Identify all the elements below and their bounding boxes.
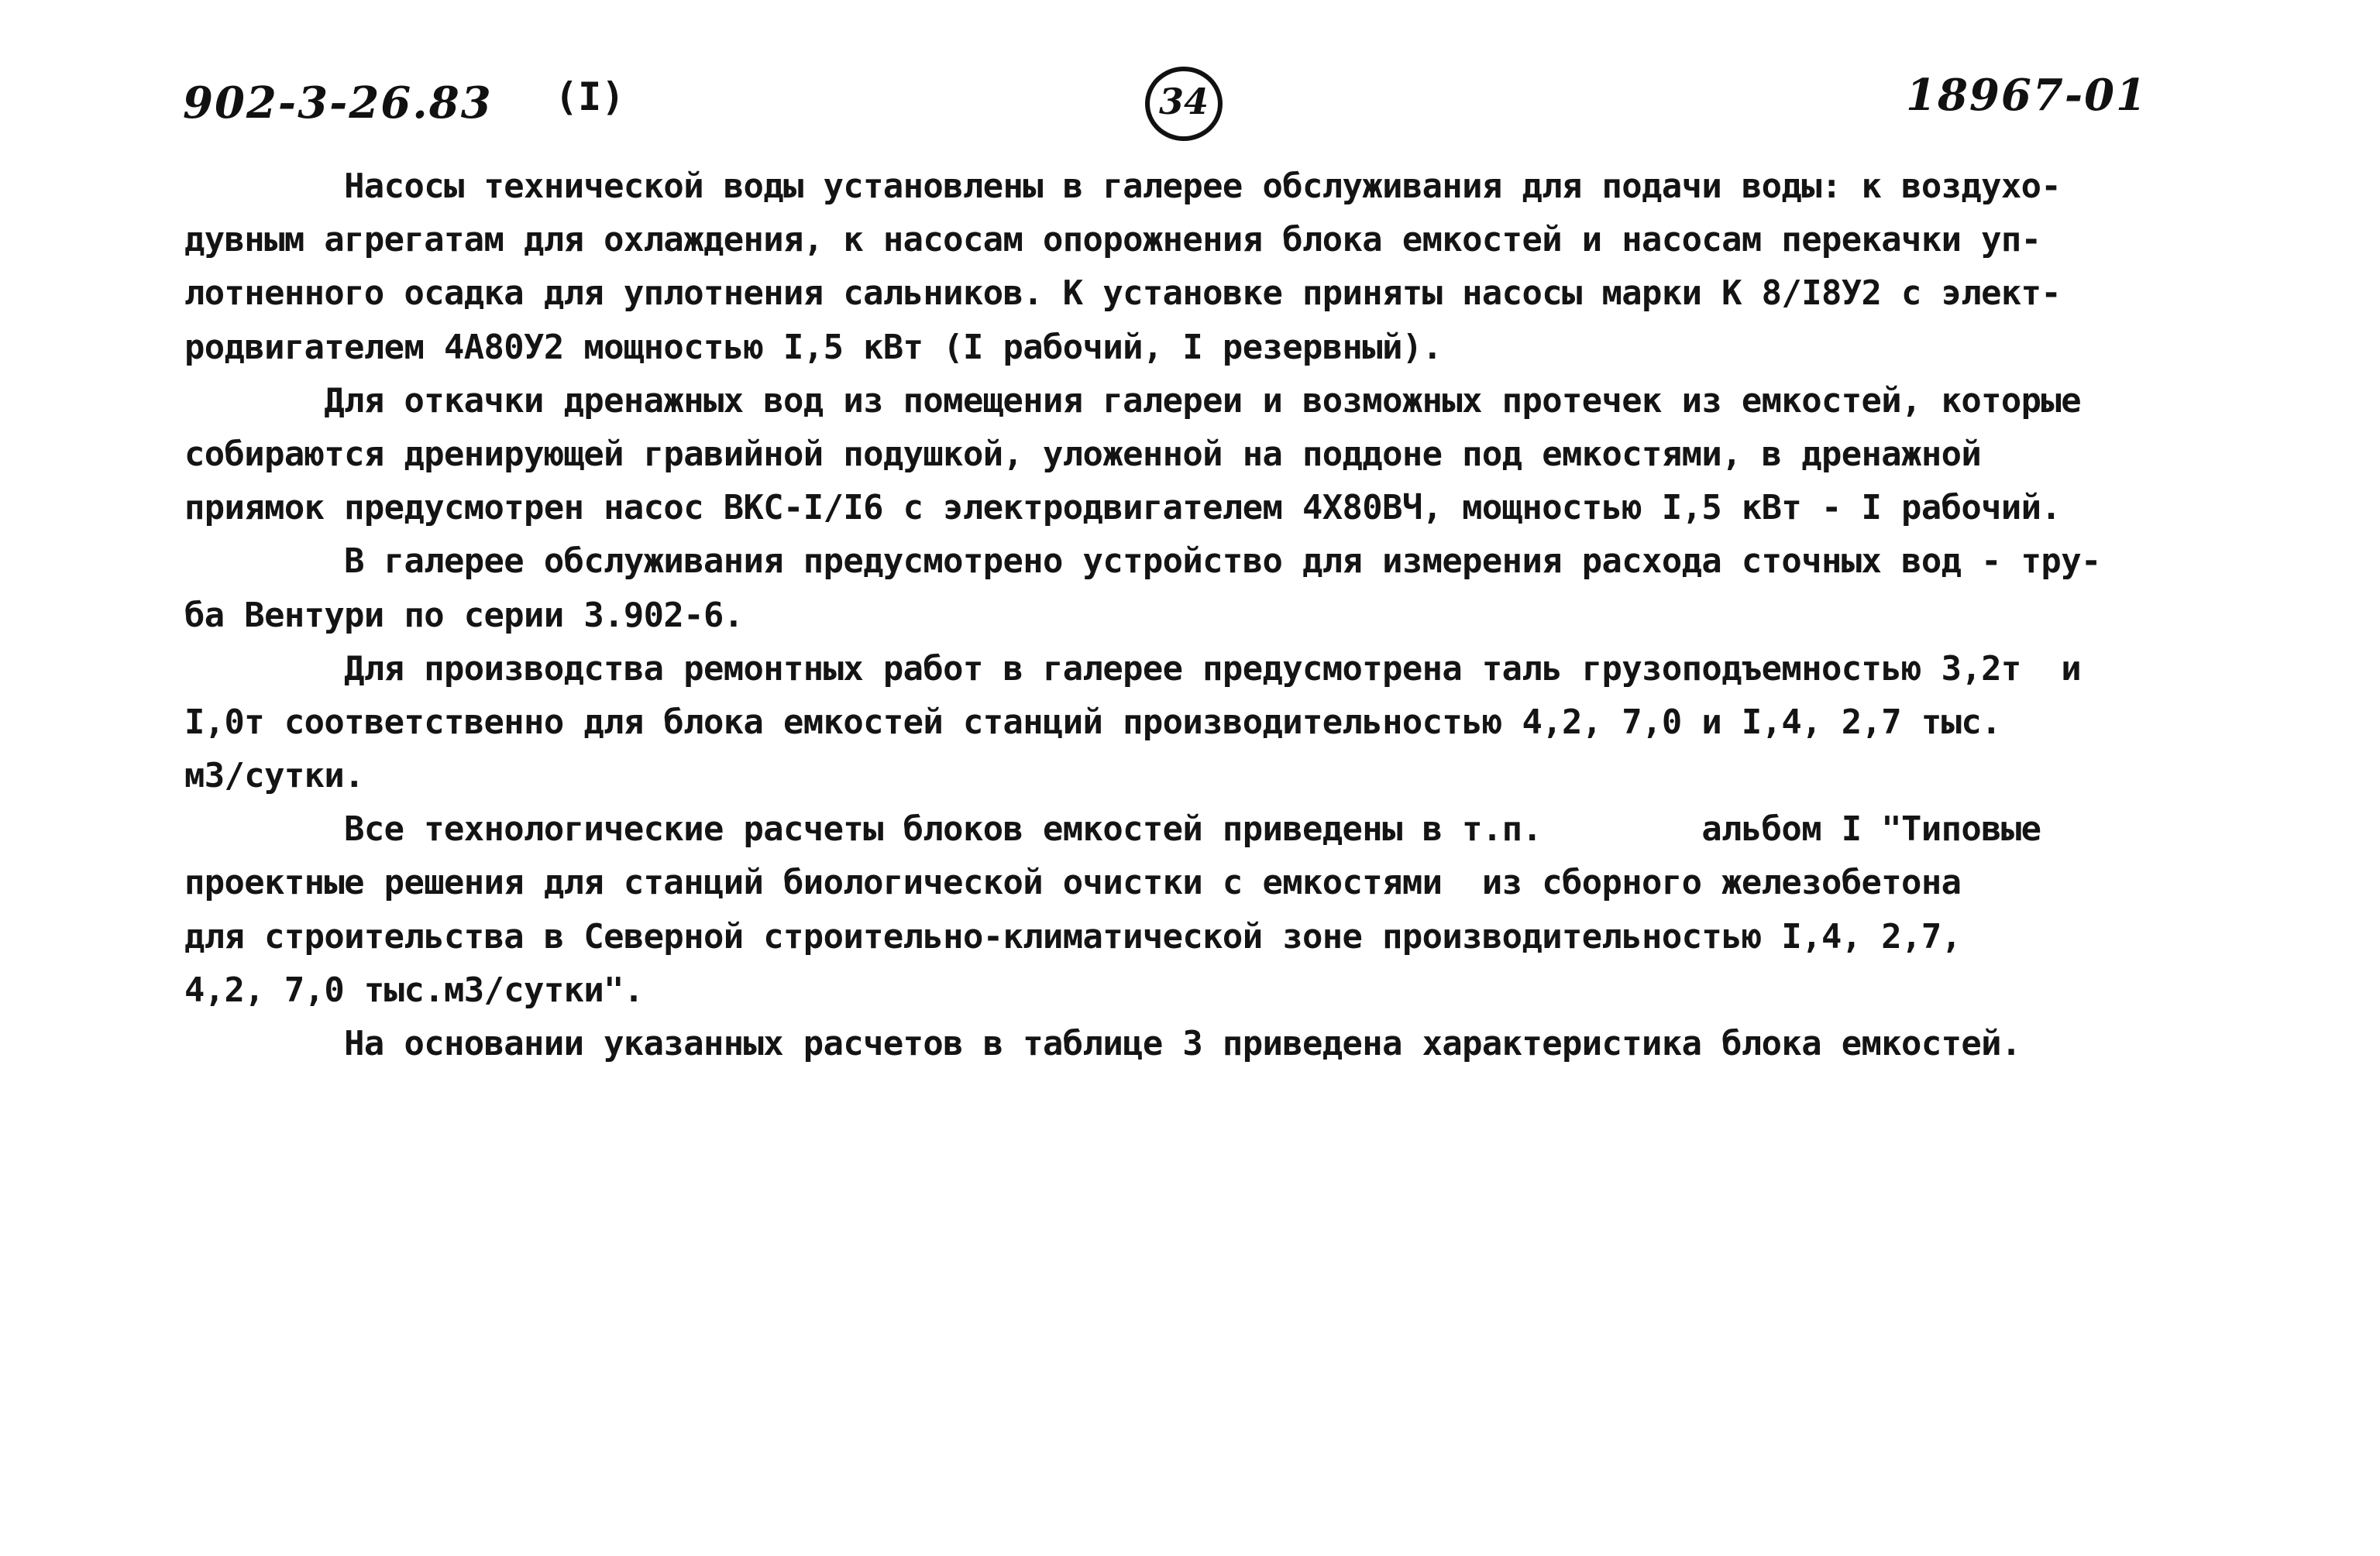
archive-number: 18967-01 bbox=[1906, 70, 2148, 121]
text-line: Насосы технической воды установлены в галерее обслуживания для подачи воды: к воздухо- bbox=[184, 167, 2062, 206]
text-line: лотненного осадка для уплотнения сальников. К установке приняты насосы марки К 8/I8У2 с элект- bbox=[184, 273, 2062, 314]
text-line: Для производства ремонтных работ в галерее предусмотрена таль грузоподъемностью 3,2т и bbox=[184, 648, 2081, 689]
body-text bbox=[184, 160, 2261, 1070]
text-line: м3/сутки. bbox=[184, 756, 364, 796]
text-line: ба Вентури по серии 3.902-6. bbox=[184, 595, 744, 635]
text-line: I,0т соответственно для блока емкостей станций производительностью 4,2, 7,0 и I,4, 2,7 тыс. bbox=[184, 702, 2001, 742]
text-line: проектные решения для станций биологической очистки с емкостями из сборного железобетона bbox=[184, 863, 1962, 903]
text-line: родвигателем 4А80У2 мощностью I,5 кВт (I рабочий, I резервный). bbox=[184, 327, 1443, 367]
sheet-index: (I) bbox=[555, 74, 625, 119]
page-number: 34 bbox=[1158, 81, 1209, 122]
text-line: На основании указанных расчетов в таблице 3 приведена характеристика блока емкостей. bbox=[184, 1024, 2021, 1063]
text-line: В галерее обслуживания предусмотрено устройство для измерения расхода сточных вод - тру- bbox=[184, 541, 2101, 582]
text-line: приямок предусмотрен насос ВКС-I/I6 с электродвигателем 4Х80ВЧ, мощностью I,5 кВт - I рабочий. bbox=[184, 488, 2062, 528]
document-code: 902-3-26.83 bbox=[183, 77, 493, 129]
text-line: дувным агрегатам для охлаждения, к насосам опорожнения блока емкостей и насосам перекачки уп- bbox=[184, 220, 2041, 260]
text-line: для строительства в Северной строительно-климатической зоне производительностью I,4, 2,7, bbox=[184, 916, 1962, 957]
text-line: Для откачки дренажных вод из помещения галереи и возможных протечек из емкостей, которые bbox=[184, 380, 2081, 421]
text-line: собираются дренирующей гравийной подушкой, уложенной на поддоне под емкостями, в дренажной bbox=[184, 434, 1982, 474]
text-line: Все технологические расчеты блоков емкостей приведены в т.п. альбом I "Типовые bbox=[184, 809, 2041, 850]
text-line: 4,2, 7,0 тыс.м3/сутки". bbox=[184, 970, 644, 1010]
